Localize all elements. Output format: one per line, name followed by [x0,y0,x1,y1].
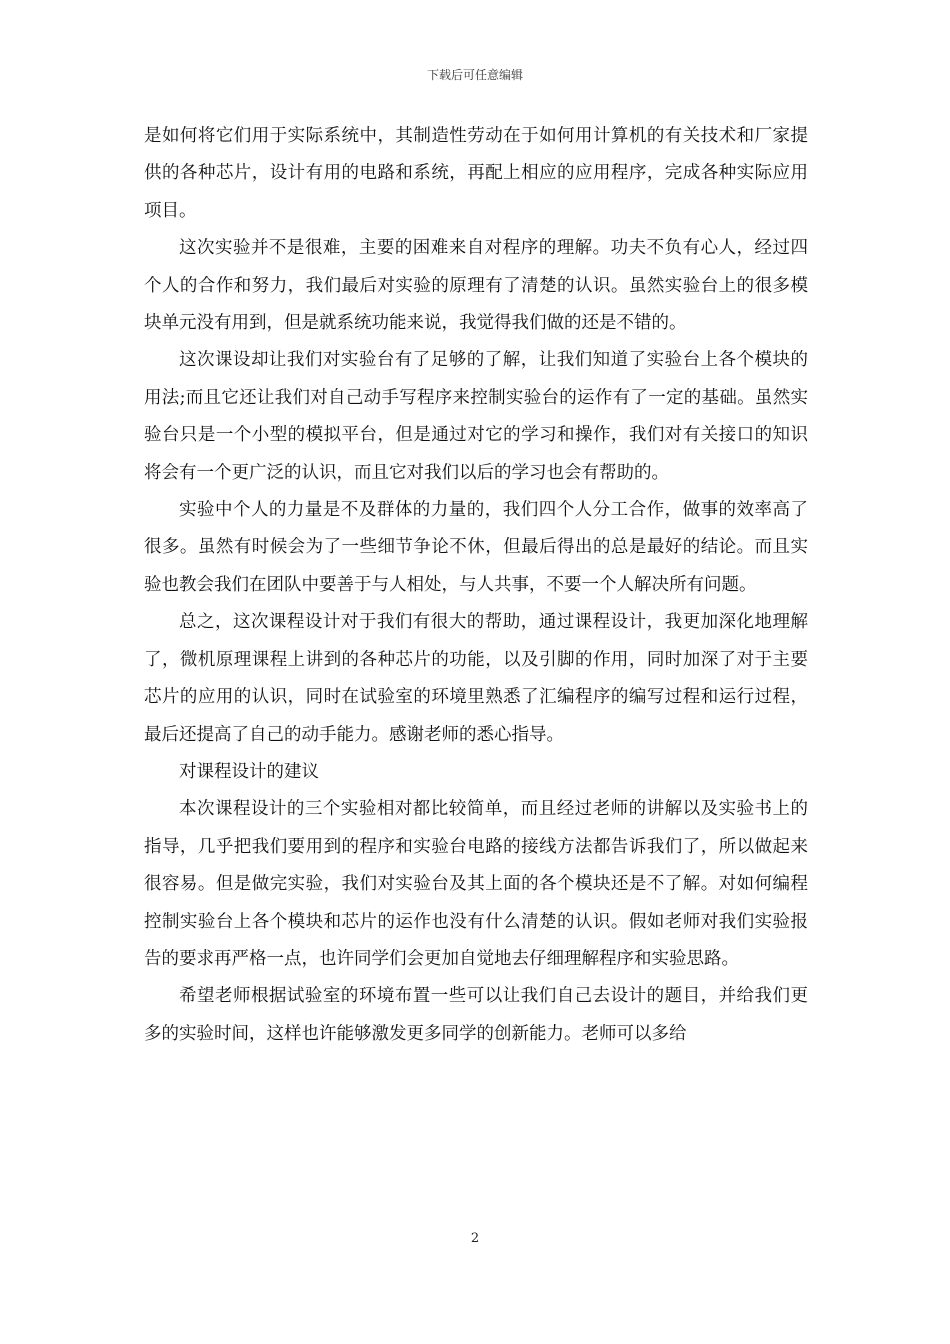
paragraph-hope: 希望老师根据试验室的环境布置一些可以让我们自己去设计的题目，并给我们更多的实验时间，这样也许能够激发更多同学的创新能力。老师可以多给 [144,986,808,1044]
document-body [144,118,808,1053]
paragraph-suggestion-details: 本次课程设计的三个实验相对都比较简单，而且经过老师的讲解以及实验书上的指导，几乎把我们要用到的程序和实验台电路的接线方法都告诉我们了，所以做起来很容易。但是做完实验，我们对实验台及其上面的各个模块还是不了解。对如何编程控制实验台上各个模块和芯片的运作也没有什么清楚的认识。假如老师对我们实验报告的要求再严格一点，也许同学们会更加自觉地去仔细理解程序和实验思路。 [144,799,808,969]
paragraph-teamwork: 实验中个人的力量是不及群体的力量的，我们四个人分工合作，做事的效率高了很多。虽然有时候会为了一些细节争论不休，但最后得出的总是最好的结论。而且实验也教会我们在团队中要善于与人相处，与人共事，不要一个人解决所有问题。 [144,500,808,595]
paragraph-summary: 总之，这次课程设计对于我们有很大的帮助，通过课程设计，我更加深化地理解了，微机原理课程上讲到的各种芯片的功能，以及引脚的作用，同时加深了对于主要芯片的应用的认识，同时在试验室的环境里熟悉了汇编程序的编写过程和运行过程，最后还提高了自己的动手能力。感谢老师的悉心指导。 [144,612,808,745]
paragraph-course-design-benefit: 这次课设却让我们对实验台有了足够的了解，让我们知道了实验台上各个模块的用法;而且它还让我们对自己动手写程序来控制实验台的运作有了一定的基础。虽然实验台只是一个小型的模拟平台，但是通过对它的学习和操作，我们对有关接口的知识将会有一个更广泛的认识，而且它对我们以后的学习也会有帮助的。 [144,350,808,483]
page-number: 2 [470,1231,480,1246]
paragraph-experiment-difficulty: 这次实验并不是很难，主要的困难来自对程序的理解。功夫不负有心人，经过四个人的合作和努力，我们最后对实验的原理有了清楚的认识。虽然实验台上的很多模块单元没有用到，但是就系统功能来说，我觉得我们做的还是不错的。 [144,238,808,334]
paragraph-continuation: 是如何将它们用于实际系统中，其制造性劳动在于如何用计算机的有关技术和厂家提供的各种芯片，设计有用的电路和系统，再配上相应的应用程序，完成各种实际应用项目。 [144,126,808,221]
page-header: 下载后可任意编辑 [426,68,523,82]
section-heading-suggestions: 对课程设计的建议 [179,761,319,782]
